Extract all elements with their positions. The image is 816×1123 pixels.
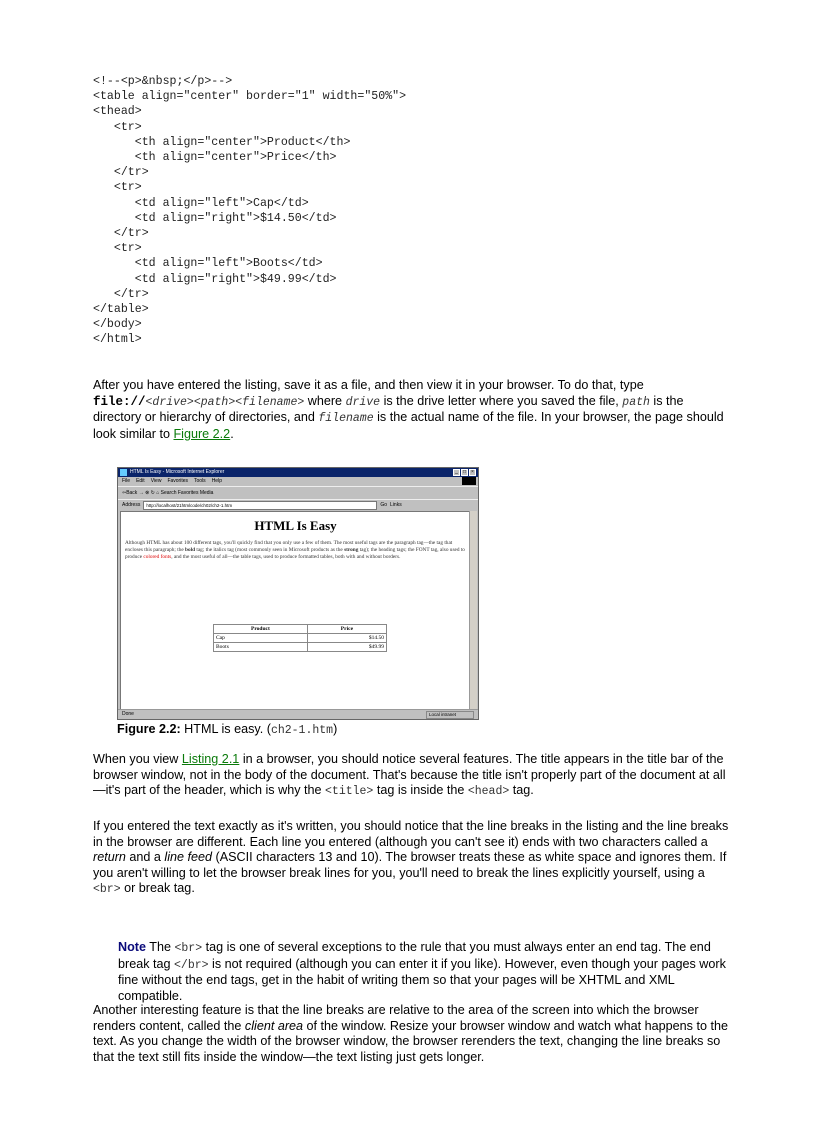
address-bar <box>118 499 478 510</box>
caption-filename: ch2-1.htm <box>270 724 334 737</box>
code-line: <table align="center" border="1" width="50%"> <box>93 90 407 104</box>
text: Another interesting feature is that the line breaks are relative to the area of the screen into which the browser renders content, called the <box>93 1003 699 1033</box>
caption-label: Figure 2.2: <box>117 722 181 736</box>
code-line: <th align="center">Product</th> <box>93 135 351 149</box>
text: tag); the heading tags; the FONT tag, also used to produce <box>125 547 465 561</box>
table-header: Product <box>214 625 308 634</box>
figure-2-2-link[interactable]: Figure 2.2 <box>173 426 231 441</box>
browser-menubar <box>118 477 478 486</box>
text-colored: colored fonts <box>143 554 172 561</box>
page-heading: HTML Is Easy <box>254 518 337 533</box>
text: , and the most useful of all—the table tags, used to produce formatted tables, both with and without borders. <box>171 554 401 561</box>
drive-placeholder: <drive> <box>145 395 194 409</box>
code-line: <tr> <box>93 242 142 256</box>
code-line: <tr> <box>93 181 142 195</box>
window-controls <box>453 469 476 476</box>
rendered-table <box>213 624 387 652</box>
term-line-feed: line feed <box>164 850 213 865</box>
text: When you view <box>93 752 182 766</box>
windows-logo-icon <box>462 477 476 485</box>
table-header: Price <box>307 625 386 634</box>
code-line: <tr> <box>93 120 142 134</box>
browser-titlebar <box>118 468 478 477</box>
code-line: <th align="center">Price</th> <box>93 151 337 165</box>
menu-help: Help <box>211 478 222 484</box>
text: tag; the italics tag (most commonly seen in Microsoft products as the <box>195 547 345 554</box>
browser-viewport <box>120 511 471 710</box>
text: The <box>146 940 175 954</box>
code-line: <td align="left">Boots</td> <box>93 257 323 271</box>
text: is not required (although you can enter it if you like). However, even though your pages work fine without the end tags, get in the habit of writing them so that your pages will be XHTML and XML compatible. <box>118 956 726 1003</box>
title-tag: <title> <box>325 785 374 799</box>
address-field: http://localhost/21htmlcode/ch02/ch2-1.htm <box>143 501 377 510</box>
filename-placeholder: <filename> <box>235 395 305 409</box>
menu-tools: Tools <box>194 478 206 484</box>
table-header-row <box>214 625 387 634</box>
ie-icon <box>120 469 127 476</box>
end-br-tag: </br> <box>174 958 209 972</box>
text: where <box>304 393 346 408</box>
text: tag is one of several exceptions to the rule that you must always enter an end tag. The end break tag <box>118 940 711 971</box>
close-icon: × <box>469 469 476 476</box>
paragraph-line-breaks <box>93 819 733 898</box>
code-line: <td align="right">$49.99</td> <box>93 272 337 286</box>
paragraph-save-file <box>93 378 733 442</box>
code-line: </html> <box>93 333 142 347</box>
text: in a browser, you should notice several features. The title appears in the title bar of the browser window, not in the body of the document. That's because the title isn't properly part of the document at all—it's part of the header, which is why the <box>93 752 726 798</box>
caption-text: HTML is easy. ( <box>180 722 271 736</box>
code-line: </body> <box>93 318 142 332</box>
text: . <box>230 426 234 441</box>
text: If you entered the text exactly as it's written, you should notice that the line breaks in the listing and the line breaks in the browser are different. Each line you entered (although you can't see it) ends with two characters called a <box>93 819 729 849</box>
text-strong: strong <box>344 547 359 554</box>
minimize-icon: _ <box>453 469 460 476</box>
term-return: return <box>93 850 126 865</box>
text: of the window. Resize your browser window and watch what happens to the text. As you change the width of the browser window, the browser rerenders the text, changing the line breaks so that the text still fits inside the window—the text listing just gets longer. <box>93 1018 728 1064</box>
text: (ASCII characters 13 and 10). The browser treats these as white space and ignores them. If you aren't willing to let the browser break lines for you, you'll need to break the lines explicitly yourself, using a <box>93 850 727 880</box>
text: tag. <box>509 783 534 798</box>
figure-caption <box>117 722 337 738</box>
table-cell: $49.99 <box>307 643 386 652</box>
path-placeholder: <path> <box>193 395 236 409</box>
code-line: </tr> <box>93 287 149 301</box>
code-line: <!--<p>&nbsp;</p>--> <box>93 75 233 88</box>
paragraph-title-bar <box>93 752 733 800</box>
listing-2-1-link[interactable]: Listing 2.1 <box>181 752 240 766</box>
browser-title: HTML Is Easy - Microsoft Internet Explorer <box>130 469 225 475</box>
text-bold: bold <box>185 547 196 554</box>
paragraph-client-area <box>93 1003 733 1065</box>
path-term: path <box>622 395 650 409</box>
menu-view: View <box>150 478 162 484</box>
table-cell: Cap <box>214 634 308 643</box>
term-client-area: client area <box>244 1018 304 1033</box>
text: and a <box>125 850 165 865</box>
code-listing <box>93 74 406 348</box>
drive-term: drive <box>345 395 381 409</box>
note-label: Note <box>118 940 146 954</box>
code-line: <td align="left">Cap</td> <box>93 196 309 210</box>
note-box <box>118 940 730 1004</box>
text: After you have entered the listing, save it as a file, and then view it in your browser. To do that, type <box>93 378 644 392</box>
br-tag: <br> <box>174 942 203 955</box>
menu-edit: Edit <box>136 478 145 484</box>
text: Although HTML has about 100 different tags, you'll quickly find that you only use a few of them. The most useful tags are the paragraph tag—the tag that encloses this paragraph; the <box>125 540 453 554</box>
br-tag: <br> <box>93 883 121 897</box>
page-body-text <box>125 540 466 562</box>
browser-toolbar: ⇦Back → ⊗ ↻ ⌂ Search Favorites Media <box>118 486 478 499</box>
browser-scrollbar <box>469 511 477 710</box>
text: is the directory or hierarchy of directories, and <box>93 393 684 425</box>
address-label: Address <box>122 502 141 508</box>
table-row <box>214 634 387 643</box>
text: tag is inside the <box>373 783 468 798</box>
security-zone: Local intranet <box>426 711 474 719</box>
menu-file: File <box>122 478 131 484</box>
code-line: </tr> <box>93 166 149 180</box>
text: is the drive letter where you saved the file, <box>380 393 623 408</box>
maximize-icon: □ <box>462 469 467 475</box>
browser-screenshot <box>117 467 479 720</box>
head-tag: <head> <box>467 785 510 799</box>
go-button: Go <box>380 502 388 508</box>
table-row <box>214 643 387 652</box>
links-label: Links <box>390 502 402 508</box>
caption-close: ) <box>333 722 338 736</box>
file-protocol: file:// <box>93 394 146 409</box>
text: or break tag. <box>120 881 195 896</box>
text: is the actual name of the file. In your browser, the page should look similar to <box>93 410 724 441</box>
table-cell: Boots <box>214 643 308 652</box>
code-line: </table> <box>93 303 149 317</box>
status-text: Done <box>122 711 134 717</box>
filename-term: filename <box>318 412 374 426</box>
code-line: </tr> <box>93 227 149 241</box>
menu-favorites: Favorites <box>167 478 188 484</box>
code-line: <thead> <box>93 105 142 119</box>
browser-statusbar <box>118 709 478 719</box>
code-line: <td align="right">$14.50</td> <box>93 211 337 225</box>
table-cell: $14.50 <box>307 634 386 643</box>
